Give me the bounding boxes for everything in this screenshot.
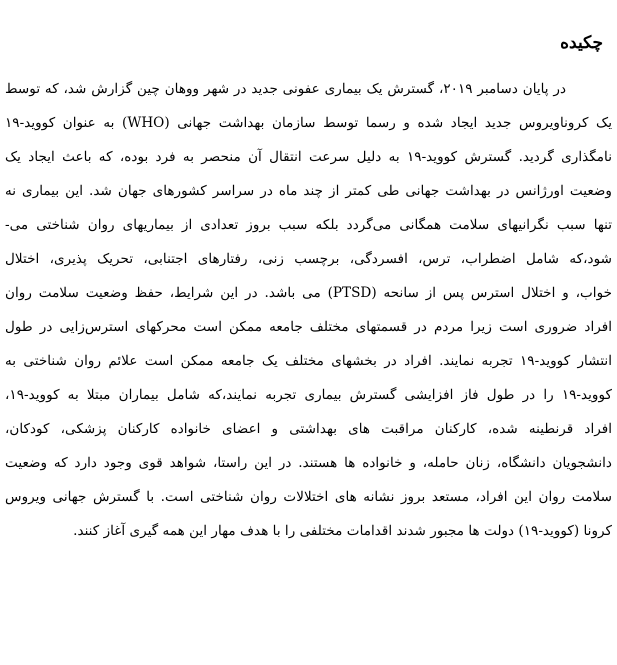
abstract-heading: چکیده: [560, 33, 603, 53]
paragraph-line: افراد قرنطینه شده، کارکنان مراقبت های بهداشتی و اعضای خانواده کارکنان پزشکی، کودکان،: [5, 421, 612, 437]
paragraph-line: نامگذاری گردید. گسترش کووید-۱۹ به دلیل سرعت انتقال آن منحصر به فرد بوده، که باعث ایجاد یک: [5, 149, 612, 165]
paragraph-line: در پایان دسامبر ۲۰۱۹، گسترش یک بیماری عفونی جدید در شهر ووهان چین گزارش شد، که توسط: [5, 81, 566, 97]
paragraph-line: یک کروناویروس جدید ایجاد شده و رسما توسط سازمان بهداشت جهانی (WHO) به عنوان کووید-۱۹: [5, 115, 612, 131]
paragraph-line: شود،که شامل اضطراب، ترس، افسردگی، برچسب زنی، رفتارهای اجتنابی، تحریک پذیری، اختلال: [5, 251, 612, 267]
paragraph-line: خواب، و اختلال استرس پس از سانحه (PTSD) می باشد. در این شرایط، حفظ وضعیت سلامت روان: [5, 285, 612, 301]
paragraph-line: کووید-۱۹ را در طول فاز افزایشی گسترش بیماری تجربه نمایند،که شامل بیماران مبتلا به کووید-۱۹،: [5, 387, 612, 403]
paragraph-line: تنها سبب نگرانیهای سلامت همگانی می‌گردد بلکه سبب بروز تعدادی از بیماریهای روان شناختی می-: [5, 217, 612, 233]
paragraph-line: وضعیت اورژانس در بهداشت جهانی طی کمتر از چند ماه در سراسر کشورهای جهان شد. این بیماری نه: [5, 183, 612, 199]
paragraph-line: انتشار کووید-۱۹ تجربه نمایند. افراد در بخشهای مختلف یک جامعه ممکن است علائم روان شناختی به: [5, 353, 612, 369]
paragraph-line: سلامت روان این افراد، مستعد بروز نشانه های اختلالات روان شناختی است. با گسترش جهانی ویروس: [5, 489, 612, 505]
paragraph-line: کرونا (کووید-۱۹) دولت ها مجبور شدند اقدامات مختلفی را با هدف مهار این همه گیری آغاز کنند.: [73, 523, 612, 539]
paragraph-line: افراد ضروری است زیرا مردم در قسمتهای مختلف جامعه ممکن است محرکهای استرس‌زایی در طول: [5, 319, 612, 335]
paragraph-line: دانشجویان دانشگاه، زنان حامله، و خانواده ها هستند. در این راستا، شواهد قوی وجود دارد که وضعیت: [5, 455, 612, 471]
abstract-paragraph: [5, 72, 612, 548]
